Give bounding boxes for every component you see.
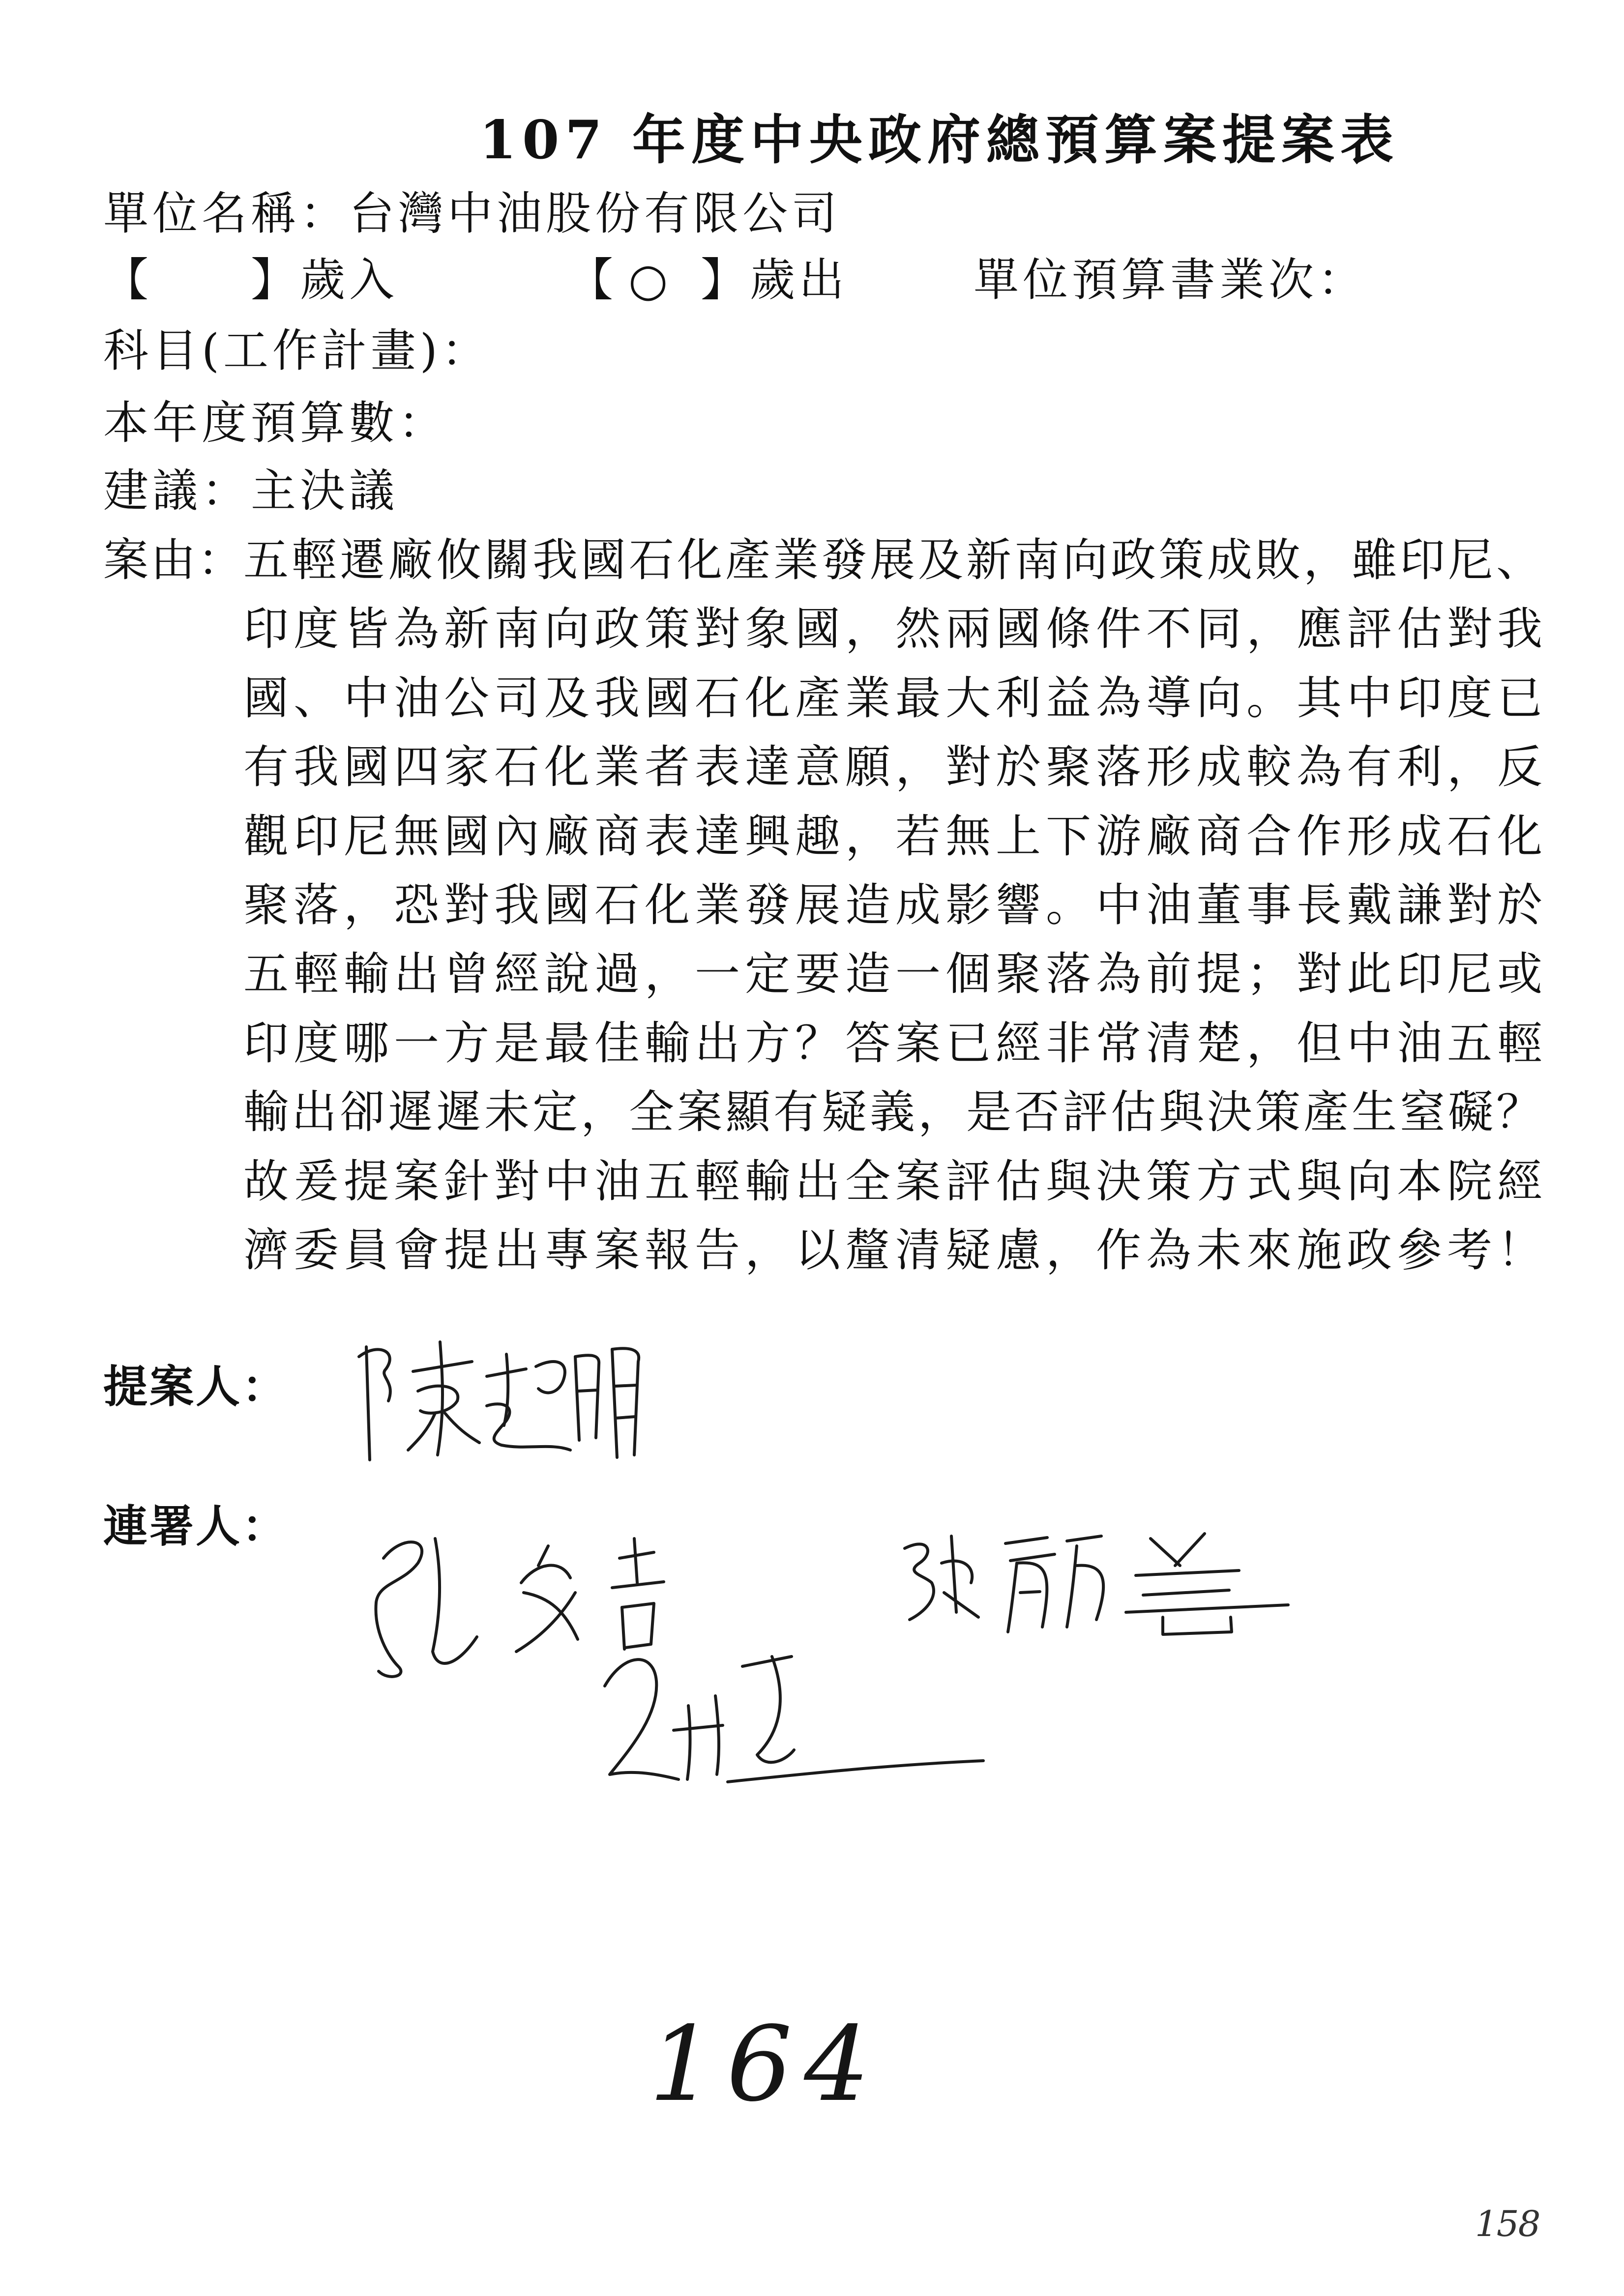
reason-line: 五輕輸出曾經說過，一定要造一個聚落為前提；對此印尼或 [243,948,1548,1000]
expense-open-bracket: 【 [568,254,618,306]
budget-item-label: 單位預算書業次： [974,254,1367,306]
proposer-label: 提案人： [103,1361,288,1413]
budget-amount-label: 本年度預算數： [103,397,448,449]
unit-name-row [103,187,841,240]
reason-line: 印度哪一方是最佳輸出方？答案已經非常清楚，但中油五輕 [243,1017,1548,1070]
income-label: 】歲入 [251,254,399,306]
cosigner-label: 連署人： [103,1500,288,1552]
handwritten-number: 164 [649,2004,882,2124]
reason-line: 輸出卻遲遲未定，全案顯有疑義，是否評估與決策產生窒礙？ [243,1086,1545,1138]
reason-line: 濟委員會提出專案報告，以釐清疑慮，作為未來施政參考！ [243,1224,1548,1277]
page-number: 158 [1475,2203,1540,2244]
cosigner-signature-3 [575,1632,998,1799]
expense-label: 】歲出 [701,254,849,306]
reason-line: 觀印尼無國內廠商表達興趣，若無上下游廠商合作形成石化 [243,810,1548,863]
proposer-signature [339,1327,654,1465]
expense-selected-mark: ○ [628,254,672,306]
reason-line: 印度皆為新南向政策對象國，然兩國條件不同，應評估對我 [243,603,1548,655]
suggestion-label: 建議： [103,465,251,517]
suggestion-row [103,465,399,517]
income-open-bracket: 【 [103,254,153,306]
reason-line: 國、中油公司及我國石化產業最大利益為導向。其中印度已 [243,672,1548,725]
reason-label: 案由： [103,534,245,586]
unit-name-label: 單位名稱： [103,187,350,240]
reason-line: 有我國四家石化業者表達意願，對於聚落形成較為有利，反 [243,741,1548,793]
suggestion-value: 主決議 [251,465,399,517]
form-title: 107 年度中央政府總預算案提案表 [479,109,1400,171]
subject-label: 科目(工作計畫)： [103,324,491,377]
cosigner-signature-2 [885,1514,1298,1642]
reason-line: 聚落，恐對我國石化業發展造成影響。中油董事長戴謙對於 [243,879,1548,931]
reason-line: 五輕遷廠攸關我國石化產業發展及新南向政策成敗，雖印尼、 [243,534,1545,586]
unit-name-value: 台灣中油股份有限公司 [349,187,841,240]
reason-line: 故爰提案針對中油五輕輸出全案評估與決策方式與向本院經 [243,1155,1548,1208]
